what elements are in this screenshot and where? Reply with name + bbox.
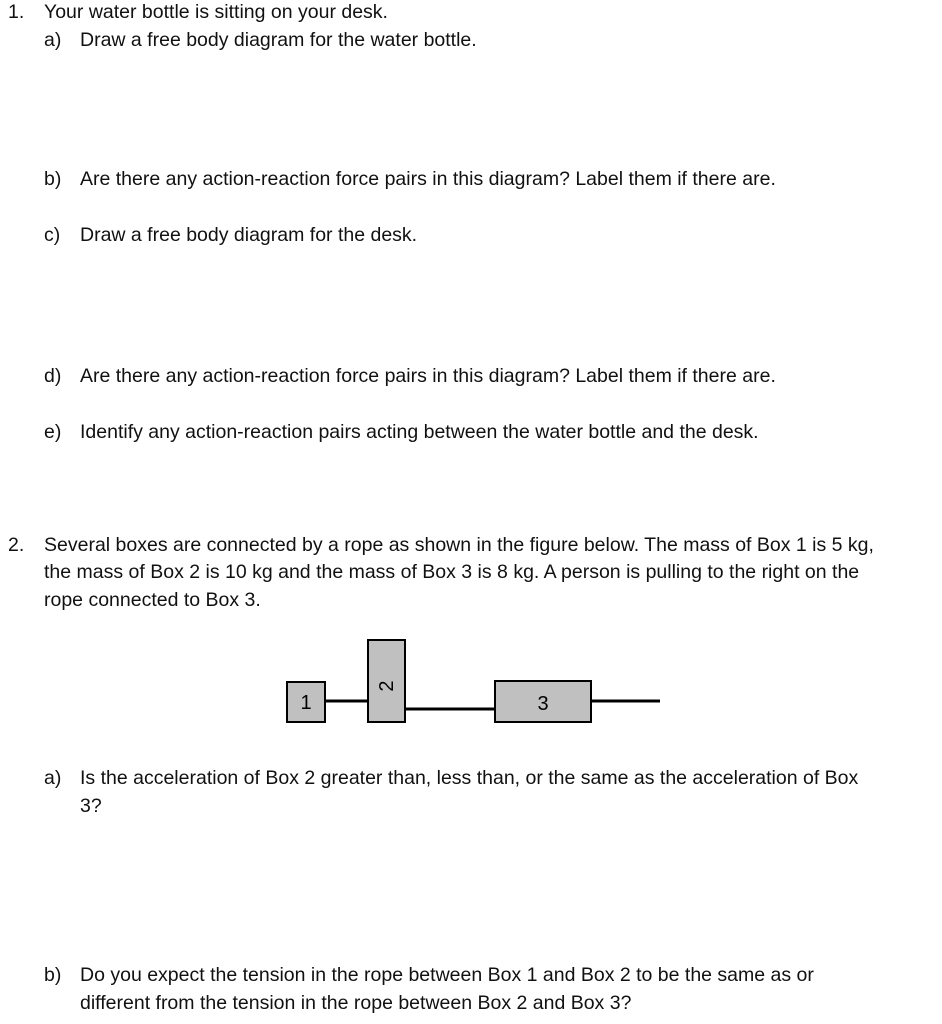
box-1-label: 1 xyxy=(300,692,312,714)
q1e-text: Identify any action-reaction pairs acting between the water bottle and the desk. xyxy=(80,421,759,443)
q1a-text: Draw a free body diagram for the water bottle. xyxy=(80,29,477,51)
q1c-label: c) xyxy=(44,224,61,246)
q2-stem-line-2: the mass of Box 2 is 10 kg and the mass of Box 3 is 8 kg. A person is pulling to the right on the xyxy=(44,561,860,583)
box-3-label: 3 xyxy=(537,693,549,715)
q1e-label: e) xyxy=(44,421,62,443)
q1b-label: b) xyxy=(44,168,62,190)
q2a-line-1: Is the acceleration of Box 2 greater than, less than, or the same as the acceleration of Box xyxy=(80,767,859,789)
q1c-text: Draw a free body diagram for the desk. xyxy=(80,224,418,246)
q2-stem-line-3: rope connected to Box 3. xyxy=(44,589,261,611)
q2a-label: a) xyxy=(44,767,62,789)
q1-stem: Your water bottle is sitting on your desk. xyxy=(44,1,388,23)
box-2-label: 2 xyxy=(376,680,398,692)
q2-number: 2. xyxy=(8,534,25,556)
q1b-text: Are there any action-reaction force pairs in this diagram? Label them if there are. xyxy=(80,168,776,190)
q2b-line-1: Do you expect the tension in the rope between Box 1 and Box 2 to be the same as or xyxy=(80,964,814,986)
q2b-line-2: different from the tension in the rope between Box 2 and Box 3? xyxy=(80,992,632,1014)
q2b-label: b) xyxy=(44,964,62,986)
q1a-label: a) xyxy=(44,29,62,51)
q1d-label: d) xyxy=(44,365,62,387)
q2-stem-line-1: Several boxes are connected by a rope as shown in the figure below. The mass of Box 1 is 5 kg, xyxy=(44,534,874,556)
q1d-text: Are there any action-reaction force pairs in this diagram? Label them if there are. xyxy=(80,365,776,387)
q1-number: 1. xyxy=(8,1,25,23)
q2a-line-2: 3? xyxy=(80,795,102,817)
